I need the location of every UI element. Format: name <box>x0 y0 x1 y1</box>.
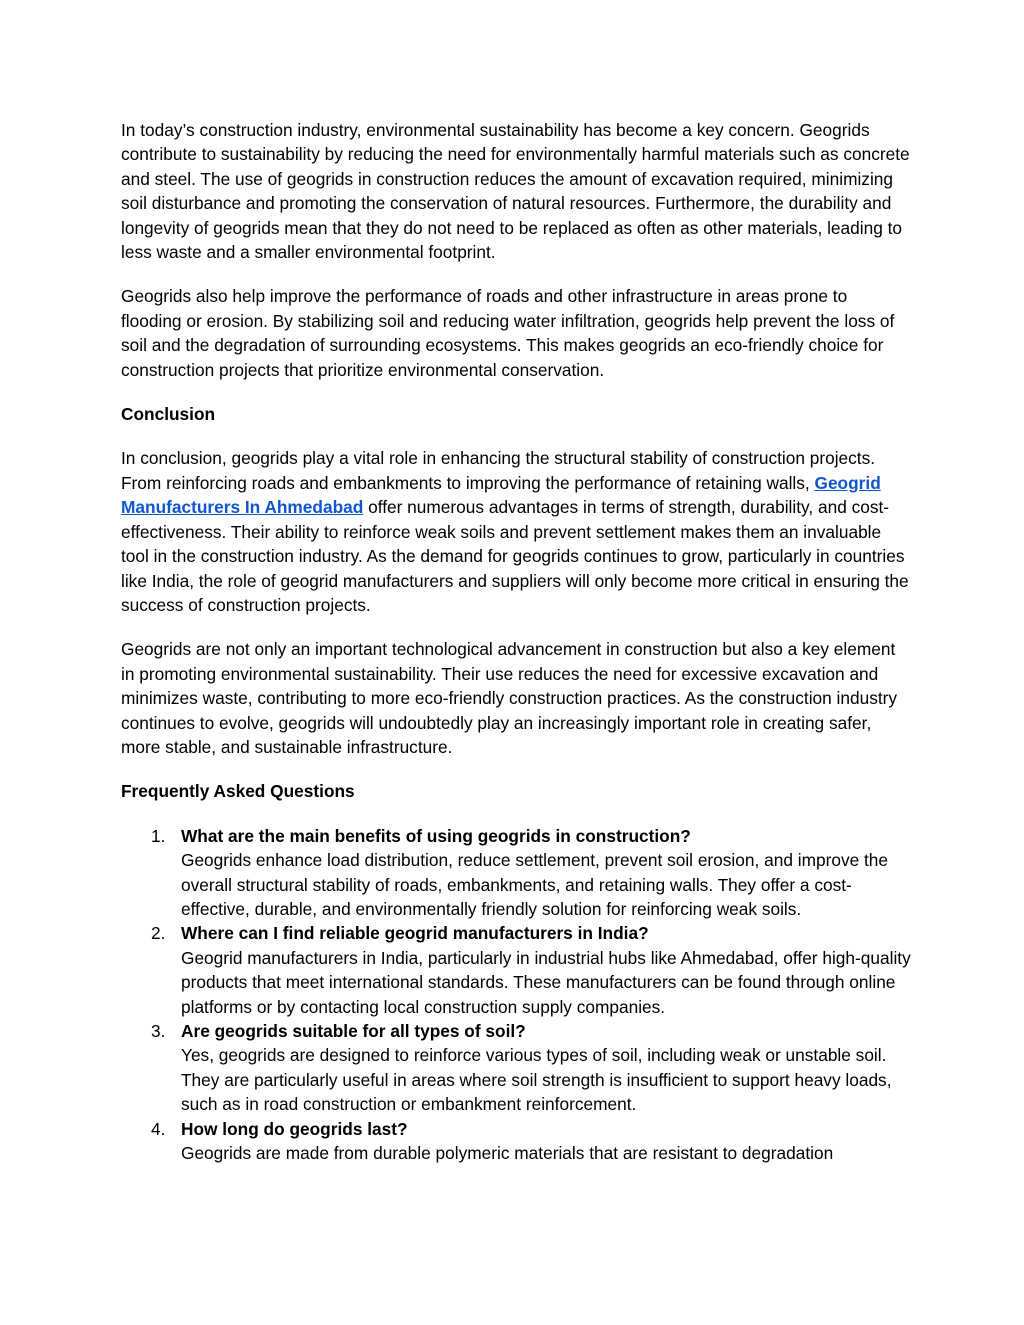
geogrid-manufacturers-link[interactable]: Geogrid Manufacturers In Ahmedabad <box>121 472 881 518</box>
faq-question: What are the main benefits of using geogrids in construction? <box>181 825 691 846</box>
faq-answer: Geogrid manufacturers in India, particularly in industrial hubs like Ahmedabad, offer high-quality products that meet international standards. These manufacturers can be found through online platforms or by contacting local construction supply companies. <box>181 947 911 1017</box>
faq-heading: Frequently Asked Questions <box>121 781 355 802</box>
conclusion-paragraph <box>121 446 911 617</box>
faq-answer: Yes, geogrids are designed to reinforce various types of soil, including weak or unstable soil. They are particularly useful in areas where soil strength is insufficient to support heavy loads, such as in road construction or embankment reinforcement. <box>181 1045 892 1115</box>
faq-answer: Geogrids are made from durable polymeric materials that are resistant to degradation <box>181 1143 834 1164</box>
faq-item <box>121 824 911 922</box>
conclusion-heading: Conclusion <box>121 404 216 425</box>
conclusion-text-after-link: offer numerous advantages in terms of strength, durability, and cost-effectiveness. Their ability to reinforce weak soils and prevent settlement makes them an invaluable tool in the construction industry. As the demand for geogrids continues to grow, particularly in countries like India, the role of geogrid manufacturers and suppliers will only become more critical in ensuring the success of construction projects. <box>121 497 909 615</box>
faq-list <box>121 824 911 1166</box>
faq-number: 1. <box>151 825 166 846</box>
faq-number: 2. <box>151 923 166 944</box>
faq-question: Where can I find reliable geogrid manufacturers in India? <box>181 923 649 944</box>
faq-item <box>121 921 911 1019</box>
faq-question: How long do geogrids last? <box>181 1118 408 1139</box>
sustainability-paragraph: In today’s construction industry, environmental sustainability has become a key concern. Geogrids contribute to sustainability by reducing the need for environmentally harmful materials such as concrete and steel. The use of geogrids in construction reduces the amount of excavation required, minimizing soil disturbance and promoting the conservation of natural resources. Furthermore, the durability and longevity of geogrids mean that they do not need to be replaced as often as other materials, leading to less waste and a smaller environmental footprint. <box>121 120 910 263</box>
faq-question: Are geogrids suitable for all types of soil? <box>181 1021 526 1041</box>
conclusion-text-before-link: In conclusion, geogrids play a vital role in enhancing the structural stability of construction projects. From reinforcing roads and embankments to improving the performance of retaining walls, <box>121 448 876 493</box>
sustainability-summary-paragraph: Geogrids are not only an important technological advancement in construction but also a key element in promoting environmental sustainability. Their use reduces the need for excessive excavation and minimizes waste, contributing to more eco-friendly construction practices. As the construction industry continues to evolve, geogrids will undoubtedly play an increasingly important role in creating safer, more stable, and sustainable infrastructure. <box>121 639 898 757</box>
faq-number: 4. <box>151 1118 166 1139</box>
infrastructure-paragraph: Geogrids also help improve the performance of roads and other infrastructure in areas prone to flooding or erosion. By stabilizing soil and reducing water infiltration, geogrids help prevent the loss of soil and the degradation of surrounding ecosystems. This makes geogrids an eco-friendly choice for construction projects that prioritize environmental conservation. <box>121 286 895 380</box>
faq-number: 3. <box>151 1021 166 1041</box>
faq-item <box>121 1019 911 1117</box>
faq-answer: Geogrids enhance load distribution, reduce settlement, prevent soil erosion, and improve the overall structural stability of roads, embankments, and retaining walls. They offer a cost-effective, durable, and environmentally friendly solution for reinforcing weak soils. <box>181 850 889 919</box>
faq-item <box>121 1117 911 1166</box>
document-page <box>121 118 911 1165</box>
